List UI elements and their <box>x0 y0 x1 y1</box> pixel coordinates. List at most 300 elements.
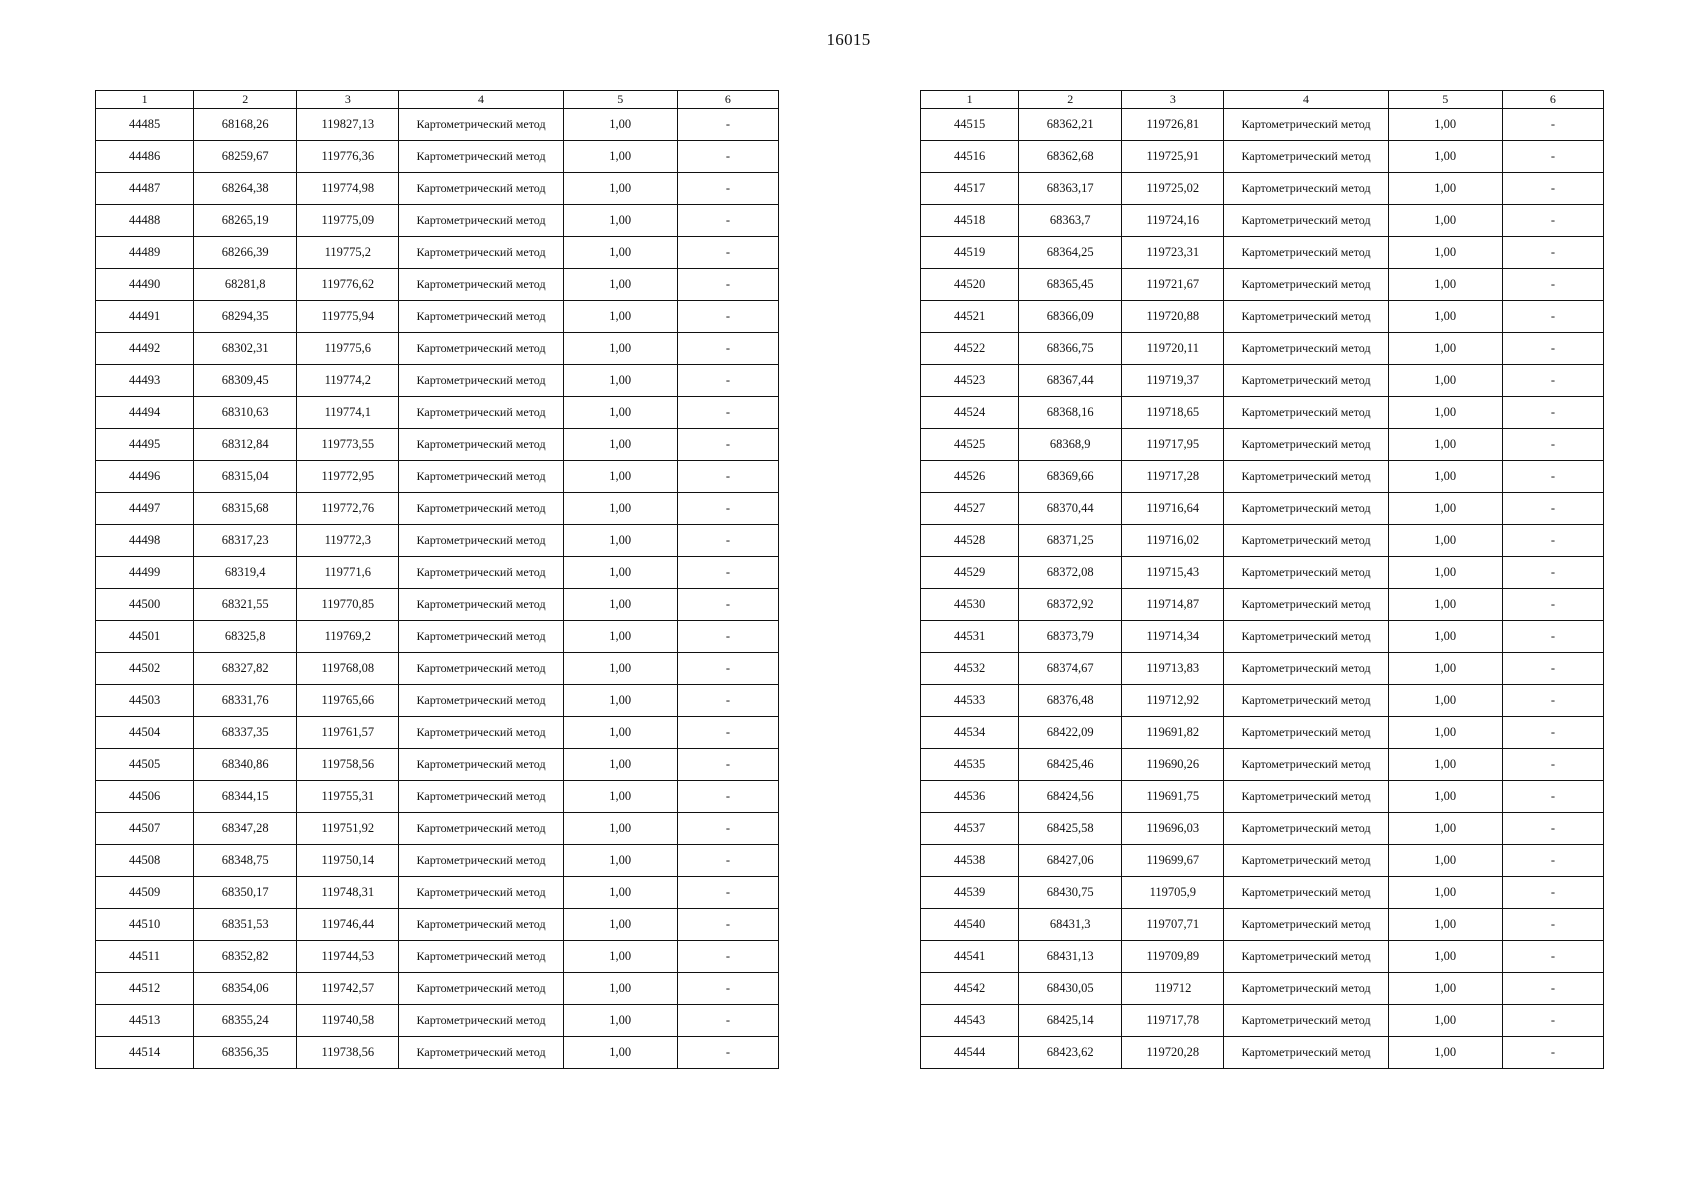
note-cell: - <box>677 845 778 877</box>
x-coordinate-cell: 68315,04 <box>194 461 297 493</box>
y-coordinate-cell: 119717,28 <box>1122 461 1224 493</box>
table-row <box>921 717 1604 749</box>
table-row <box>921 1037 1604 1069</box>
method-cell: Картометрический метод <box>399 429 563 461</box>
method-cell: Картометрический метод <box>1224 173 1388 205</box>
y-coordinate-cell: 119705,9 <box>1122 877 1224 909</box>
x-coordinate-cell: 68348,75 <box>194 845 297 877</box>
method-cell: Картометрический метод <box>399 109 563 141</box>
point-number-cell: 44540 <box>921 909 1019 941</box>
y-coordinate-cell: 119768,08 <box>297 653 399 685</box>
column-header: 3 <box>1122 91 1224 109</box>
x-coordinate-cell: 68331,76 <box>194 685 297 717</box>
column-header: 1 <box>921 91 1019 109</box>
point-number-cell: 44519 <box>921 237 1019 269</box>
table-row <box>96 109 779 141</box>
table-row <box>96 461 779 493</box>
note-cell: - <box>677 1037 778 1069</box>
y-coordinate-cell: 119772,95 <box>297 461 399 493</box>
table-row <box>96 493 779 525</box>
accuracy-cell: 1,00 <box>563 173 677 205</box>
method-cell: Картометрический метод <box>1224 237 1388 269</box>
table-row <box>921 589 1604 621</box>
method-cell: Картометрический метод <box>399 909 563 941</box>
accuracy-cell: 1,00 <box>563 749 677 781</box>
y-coordinate-cell: 119691,82 <box>1122 717 1224 749</box>
coordinates-table-right <box>920 90 1604 1069</box>
x-coordinate-cell: 68376,48 <box>1019 685 1122 717</box>
x-coordinate-cell: 68367,44 <box>1019 365 1122 397</box>
column-header: 5 <box>563 91 677 109</box>
note-cell: - <box>1502 973 1603 1005</box>
x-coordinate-cell: 68366,09 <box>1019 301 1122 333</box>
x-coordinate-cell: 68355,24 <box>194 1005 297 1037</box>
method-cell: Картометрический метод <box>399 1037 563 1069</box>
table-row <box>96 845 779 877</box>
point-number-cell: 44527 <box>921 493 1019 525</box>
method-cell: Картометрический метод <box>1224 525 1388 557</box>
table-row <box>921 237 1604 269</box>
note-cell: - <box>677 1005 778 1037</box>
accuracy-cell: 1,00 <box>1388 429 1502 461</box>
table-row <box>96 205 779 237</box>
table-row <box>921 269 1604 301</box>
y-coordinate-cell: 119716,64 <box>1122 493 1224 525</box>
x-coordinate-cell: 68281,8 <box>194 269 297 301</box>
table-row <box>96 237 779 269</box>
table-row <box>921 397 1604 429</box>
method-cell: Картометрический метод <box>399 813 563 845</box>
x-coordinate-cell: 68425,14 <box>1019 1005 1122 1037</box>
table-row <box>921 781 1604 813</box>
x-coordinate-cell: 68424,56 <box>1019 781 1122 813</box>
y-coordinate-cell: 119717,78 <box>1122 1005 1224 1037</box>
accuracy-cell: 1,00 <box>563 109 677 141</box>
note-cell: - <box>1502 589 1603 621</box>
point-number-cell: 44529 <box>921 557 1019 589</box>
y-coordinate-cell: 119713,83 <box>1122 653 1224 685</box>
table-row <box>921 621 1604 653</box>
method-cell: Картометрический метод <box>399 237 563 269</box>
point-number-cell: 44534 <box>921 717 1019 749</box>
method-cell: Картометрический метод <box>399 717 563 749</box>
method-cell: Картометрический метод <box>399 333 563 365</box>
table-row <box>96 397 779 429</box>
accuracy-cell: 1,00 <box>1388 461 1502 493</box>
x-coordinate-cell: 68354,06 <box>194 973 297 1005</box>
x-coordinate-cell: 68265,19 <box>194 205 297 237</box>
accuracy-cell: 1,00 <box>1388 333 1502 365</box>
table-row <box>96 269 779 301</box>
note-cell: - <box>1502 173 1603 205</box>
accuracy-cell: 1,00 <box>1388 941 1502 973</box>
y-coordinate-cell: 119725,91 <box>1122 141 1224 173</box>
y-coordinate-cell: 119748,31 <box>297 877 399 909</box>
note-cell: - <box>1502 237 1603 269</box>
accuracy-cell: 1,00 <box>563 493 677 525</box>
table-row <box>921 1005 1604 1037</box>
accuracy-cell: 1,00 <box>1388 1037 1502 1069</box>
method-cell: Картометрический метод <box>1224 909 1388 941</box>
y-coordinate-cell: 119721,67 <box>1122 269 1224 301</box>
column-header: 2 <box>194 91 297 109</box>
table-row <box>921 205 1604 237</box>
y-coordinate-cell: 119775,2 <box>297 237 399 269</box>
method-cell: Картометрический метод <box>1224 397 1388 429</box>
x-coordinate-cell: 68340,86 <box>194 749 297 781</box>
method-cell: Картометрический метод <box>1224 749 1388 781</box>
x-coordinate-cell: 68356,35 <box>194 1037 297 1069</box>
column-header: 6 <box>1502 91 1603 109</box>
method-cell: Картометрический метод <box>399 525 563 557</box>
point-number-cell: 44543 <box>921 1005 1019 1037</box>
accuracy-cell: 1,00 <box>1388 877 1502 909</box>
accuracy-cell: 1,00 <box>563 429 677 461</box>
y-coordinate-cell: 119775,94 <box>297 301 399 333</box>
point-number-cell: 44530 <box>921 589 1019 621</box>
accuracy-cell: 1,00 <box>563 205 677 237</box>
accuracy-cell: 1,00 <box>563 1037 677 1069</box>
accuracy-cell: 1,00 <box>563 1005 677 1037</box>
point-number-cell: 44528 <box>921 525 1019 557</box>
table-row <box>96 589 779 621</box>
method-cell: Картометрический метод <box>1224 877 1388 909</box>
point-number-cell: 44511 <box>96 941 194 973</box>
point-number-cell: 44515 <box>921 109 1019 141</box>
note-cell: - <box>1502 717 1603 749</box>
point-number-cell: 44489 <box>96 237 194 269</box>
note-cell: - <box>677 525 778 557</box>
accuracy-cell: 1,00 <box>563 877 677 909</box>
table-row <box>96 973 779 1005</box>
method-cell: Картометрический метод <box>1224 205 1388 237</box>
y-coordinate-cell: 119690,26 <box>1122 749 1224 781</box>
method-cell: Картометрический метод <box>399 781 563 813</box>
accuracy-cell: 1,00 <box>563 909 677 941</box>
point-number-cell: 44500 <box>96 589 194 621</box>
y-coordinate-cell: 119776,62 <box>297 269 399 301</box>
accuracy-cell: 1,00 <box>1388 365 1502 397</box>
x-coordinate-cell: 68373,79 <box>1019 621 1122 653</box>
y-coordinate-cell: 119724,16 <box>1122 205 1224 237</box>
point-number-cell: 44517 <box>921 173 1019 205</box>
y-coordinate-cell: 119758,56 <box>297 749 399 781</box>
accuracy-cell: 1,00 <box>1388 845 1502 877</box>
note-cell: - <box>677 909 778 941</box>
y-coordinate-cell: 119774,98 <box>297 173 399 205</box>
table-row <box>96 301 779 333</box>
accuracy-cell: 1,00 <box>1388 269 1502 301</box>
method-cell: Картометрический метод <box>399 141 563 173</box>
x-coordinate-cell: 68309,45 <box>194 365 297 397</box>
method-cell: Картометрический метод <box>1224 557 1388 589</box>
method-cell: Картометрический метод <box>399 941 563 973</box>
y-coordinate-cell: 119770,85 <box>297 589 399 621</box>
x-coordinate-cell: 68362,68 <box>1019 141 1122 173</box>
x-coordinate-cell: 68302,31 <box>194 333 297 365</box>
x-coordinate-cell: 68317,23 <box>194 525 297 557</box>
table-row <box>921 685 1604 717</box>
note-cell: - <box>1502 365 1603 397</box>
note-cell: - <box>1502 557 1603 589</box>
accuracy-cell: 1,00 <box>1388 397 1502 429</box>
table-row <box>96 749 779 781</box>
table-row <box>921 877 1604 909</box>
note-cell: - <box>1502 333 1603 365</box>
table-row <box>921 429 1604 461</box>
accuracy-cell: 1,00 <box>563 973 677 1005</box>
point-number-cell: 44485 <box>96 109 194 141</box>
y-coordinate-cell: 119720,28 <box>1122 1037 1224 1069</box>
y-coordinate-cell: 119769,2 <box>297 621 399 653</box>
table-header-row <box>921 91 1604 109</box>
x-coordinate-cell: 68321,55 <box>194 589 297 621</box>
method-cell: Картометрический метод <box>399 269 563 301</box>
table-row <box>96 781 779 813</box>
note-cell: - <box>1502 525 1603 557</box>
note-cell: - <box>1502 141 1603 173</box>
table-row <box>921 749 1604 781</box>
note-cell: - <box>677 205 778 237</box>
point-number-cell: 44539 <box>921 877 1019 909</box>
point-number-cell: 44542 <box>921 973 1019 1005</box>
accuracy-cell: 1,00 <box>1388 685 1502 717</box>
accuracy-cell: 1,00 <box>1388 653 1502 685</box>
y-coordinate-cell: 119771,6 <box>297 557 399 589</box>
column-header: 2 <box>1019 91 1122 109</box>
method-cell: Картометрический метод <box>399 845 563 877</box>
accuracy-cell: 1,00 <box>1388 237 1502 269</box>
table-row <box>96 557 779 589</box>
point-number-cell: 44503 <box>96 685 194 717</box>
table-row <box>921 365 1604 397</box>
point-number-cell: 44488 <box>96 205 194 237</box>
x-coordinate-cell: 68422,09 <box>1019 717 1122 749</box>
y-coordinate-cell: 119720,11 <box>1122 333 1224 365</box>
method-cell: Картометрический метод <box>399 877 563 909</box>
method-cell: Картометрический метод <box>1224 621 1388 653</box>
point-number-cell: 44516 <box>921 141 1019 173</box>
method-cell: Картометрический метод <box>399 653 563 685</box>
column-header: 6 <box>677 91 778 109</box>
method-cell: Картометрический метод <box>1224 269 1388 301</box>
column-header: 3 <box>297 91 399 109</box>
note-cell: - <box>677 557 778 589</box>
point-number-cell: 44490 <box>96 269 194 301</box>
method-cell: Картометрический метод <box>1224 717 1388 749</box>
point-number-cell: 44492 <box>96 333 194 365</box>
point-number-cell: 44520 <box>921 269 1019 301</box>
accuracy-cell: 1,00 <box>563 397 677 429</box>
y-coordinate-cell: 119776,36 <box>297 141 399 173</box>
method-cell: Картометрический метод <box>1224 589 1388 621</box>
x-coordinate-cell: 68365,45 <box>1019 269 1122 301</box>
method-cell: Картометрический метод <box>399 205 563 237</box>
note-cell: - <box>1502 813 1603 845</box>
point-number-cell: 44502 <box>96 653 194 685</box>
accuracy-cell: 1,00 <box>1388 1005 1502 1037</box>
accuracy-cell: 1,00 <box>563 941 677 973</box>
point-number-cell: 44504 <box>96 717 194 749</box>
y-coordinate-cell: 119720,88 <box>1122 301 1224 333</box>
y-coordinate-cell: 119761,57 <box>297 717 399 749</box>
table-row <box>921 845 1604 877</box>
table-row <box>96 941 779 973</box>
method-cell: Картометрический метод <box>399 173 563 205</box>
method-cell: Картометрический метод <box>399 461 563 493</box>
page-number: 16015 <box>826 30 871 49</box>
method-cell: Картометрический метод <box>399 589 563 621</box>
point-number-cell: 44501 <box>96 621 194 653</box>
accuracy-cell: 1,00 <box>563 333 677 365</box>
table-row <box>921 141 1604 173</box>
accuracy-cell: 1,00 <box>563 525 677 557</box>
point-number-cell: 44493 <box>96 365 194 397</box>
accuracy-cell: 1,00 <box>1388 909 1502 941</box>
note-cell: - <box>677 717 778 749</box>
method-cell: Картометрический метод <box>1224 1005 1388 1037</box>
y-coordinate-cell: 119717,95 <box>1122 429 1224 461</box>
table-row <box>96 621 779 653</box>
note-cell: - <box>677 109 778 141</box>
method-cell: Картометрический метод <box>399 397 563 429</box>
table-row <box>96 653 779 685</box>
y-coordinate-cell: 119738,56 <box>297 1037 399 1069</box>
column-header: 4 <box>1224 91 1388 109</box>
column-header: 1 <box>96 91 194 109</box>
y-coordinate-cell: 119699,67 <box>1122 845 1224 877</box>
point-number-cell: 44536 <box>921 781 1019 813</box>
y-coordinate-cell: 119707,71 <box>1122 909 1224 941</box>
accuracy-cell: 1,00 <box>1388 557 1502 589</box>
y-coordinate-cell: 119772,76 <box>297 493 399 525</box>
table-row <box>96 1005 779 1037</box>
method-cell: Картометрический метод <box>1224 845 1388 877</box>
accuracy-cell: 1,00 <box>563 461 677 493</box>
y-coordinate-cell: 119714,34 <box>1122 621 1224 653</box>
table-row <box>921 173 1604 205</box>
note-cell: - <box>1502 1005 1603 1037</box>
table-header-row <box>96 91 779 109</box>
x-coordinate-cell: 68372,08 <box>1019 557 1122 589</box>
y-coordinate-cell: 119740,58 <box>297 1005 399 1037</box>
accuracy-cell: 1,00 <box>563 301 677 333</box>
x-coordinate-cell: 68259,67 <box>194 141 297 173</box>
x-coordinate-cell: 68352,82 <box>194 941 297 973</box>
accuracy-cell: 1,00 <box>1388 205 1502 237</box>
x-coordinate-cell: 68368,16 <box>1019 397 1122 429</box>
accuracy-cell: 1,00 <box>563 365 677 397</box>
note-cell: - <box>677 973 778 1005</box>
column-header: 4 <box>399 91 563 109</box>
x-coordinate-cell: 68431,13 <box>1019 941 1122 973</box>
table-row <box>96 877 779 909</box>
x-coordinate-cell: 68350,17 <box>194 877 297 909</box>
note-cell: - <box>677 269 778 301</box>
table-row <box>921 333 1604 365</box>
y-coordinate-cell: 119709,89 <box>1122 941 1224 973</box>
method-cell: Картометрический метод <box>1224 653 1388 685</box>
note-cell: - <box>1502 1037 1603 1069</box>
method-cell: Картометрический метод <box>1224 141 1388 173</box>
method-cell: Картометрический метод <box>399 1005 563 1037</box>
point-number-cell: 44541 <box>921 941 1019 973</box>
table-row <box>96 525 779 557</box>
note-cell: - <box>677 589 778 621</box>
accuracy-cell: 1,00 <box>563 237 677 269</box>
accuracy-cell: 1,00 <box>563 557 677 589</box>
method-cell: Картометрический метод <box>1224 941 1388 973</box>
accuracy-cell: 1,00 <box>1388 109 1502 141</box>
note-cell: - <box>1502 845 1603 877</box>
y-coordinate-cell: 119827,13 <box>297 109 399 141</box>
note-cell: - <box>677 877 778 909</box>
point-number-cell: 44525 <box>921 429 1019 461</box>
note-cell: - <box>1502 493 1603 525</box>
accuracy-cell: 1,00 <box>1388 813 1502 845</box>
table-row <box>921 941 1604 973</box>
y-coordinate-cell: 119765,66 <box>297 685 399 717</box>
accuracy-cell: 1,00 <box>1388 749 1502 781</box>
y-coordinate-cell: 119725,02 <box>1122 173 1224 205</box>
note-cell: - <box>1502 749 1603 781</box>
accuracy-cell: 1,00 <box>1388 173 1502 205</box>
x-coordinate-cell: 68368,9 <box>1019 429 1122 461</box>
x-coordinate-cell: 68319,4 <box>194 557 297 589</box>
y-coordinate-cell: 119772,3 <box>297 525 399 557</box>
point-number-cell: 44486 <box>96 141 194 173</box>
y-coordinate-cell: 119773,55 <box>297 429 399 461</box>
y-coordinate-cell: 119775,09 <box>297 205 399 237</box>
y-coordinate-cell: 119715,43 <box>1122 557 1224 589</box>
point-number-cell: 44512 <box>96 973 194 1005</box>
point-number-cell: 44521 <box>921 301 1019 333</box>
table-row <box>96 685 779 717</box>
table-row <box>96 429 779 461</box>
x-coordinate-cell: 68325,8 <box>194 621 297 653</box>
x-coordinate-cell: 68366,75 <box>1019 333 1122 365</box>
note-cell: - <box>677 813 778 845</box>
accuracy-cell: 1,00 <box>1388 589 1502 621</box>
x-coordinate-cell: 68425,46 <box>1019 749 1122 781</box>
point-number-cell: 44499 <box>96 557 194 589</box>
point-number-cell: 44496 <box>96 461 194 493</box>
method-cell: Картометрический метод <box>399 621 563 653</box>
note-cell: - <box>1502 621 1603 653</box>
y-coordinate-cell: 119744,53 <box>297 941 399 973</box>
table-row <box>96 813 779 845</box>
accuracy-cell: 1,00 <box>1388 973 1502 1005</box>
note-cell: - <box>677 333 778 365</box>
x-coordinate-cell: 68312,84 <box>194 429 297 461</box>
note-cell: - <box>1502 877 1603 909</box>
point-number-cell: 44495 <box>96 429 194 461</box>
y-coordinate-cell: 119696,03 <box>1122 813 1224 845</box>
note-cell: - <box>677 429 778 461</box>
note-cell: - <box>677 493 778 525</box>
point-number-cell: 44533 <box>921 685 1019 717</box>
point-number-cell: 44497 <box>96 493 194 525</box>
table-row <box>921 109 1604 141</box>
note-cell: - <box>677 621 778 653</box>
method-cell: Картометрический метод <box>1224 685 1388 717</box>
point-number-cell: 44532 <box>921 653 1019 685</box>
x-coordinate-cell: 68430,05 <box>1019 973 1122 1005</box>
x-coordinate-cell: 68337,35 <box>194 717 297 749</box>
table-row <box>96 333 779 365</box>
note-cell: - <box>677 173 778 205</box>
point-number-cell: 44508 <box>96 845 194 877</box>
